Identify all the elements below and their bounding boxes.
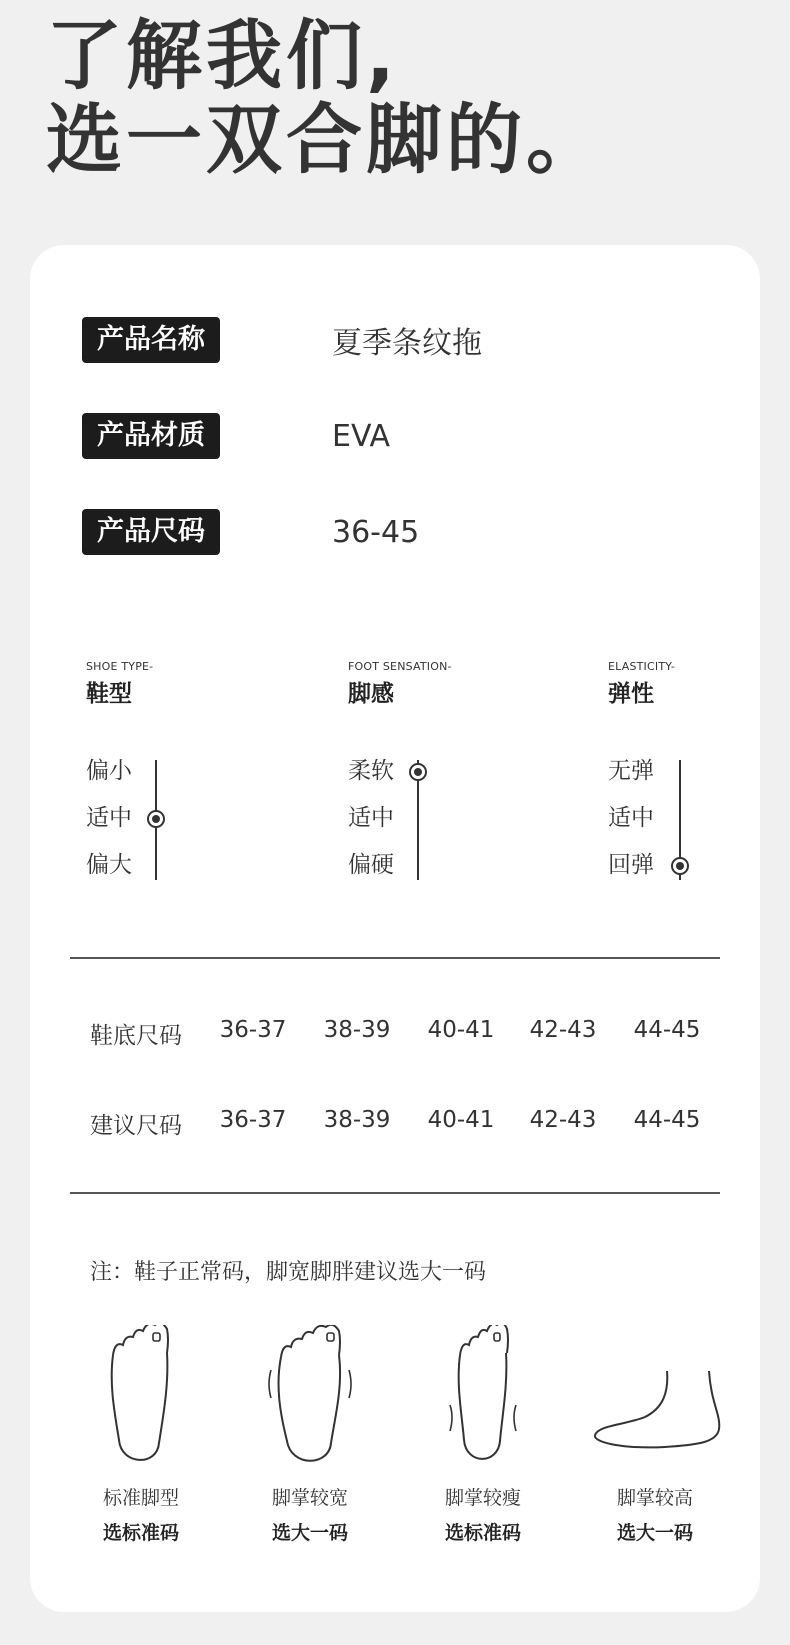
foot-type-advice: 选大一码 [271,1522,348,1544]
foot-type-label: 脚掌较高 [616,1487,693,1509]
scale-selected-marker [671,857,689,875]
divider [70,1192,720,1194]
scale-selected-marker [147,810,165,828]
scale-option: 适中 [348,805,394,831]
scale-option: 偏小 [86,758,132,784]
size-cell: 40-41 [427,1017,495,1043]
scale-option: 无弹 [608,758,654,784]
foot-type-thin [408,1325,558,1545]
foot-type-label: 脚掌较宽 [271,1487,348,1509]
thin-foot-icon [438,1325,528,1475]
spec-value: 夏季条纹拖 [332,326,482,361]
size-cell: 44-45 [633,1107,701,1133]
size-guide-card [30,245,760,1612]
foot-type-advice: 选大一码 [616,1522,693,1544]
size-table-row [30,1107,760,1147]
standard-foot-icon [101,1325,181,1475]
foot-type-advice: 选标准码 [102,1522,179,1544]
size-table-row [30,1017,760,1057]
size-row-label: 建议尺码 [90,1113,182,1139]
elasticity-scale [608,660,790,878]
scale-selected-marker [409,763,427,781]
size-cell: 38-39 [323,1107,391,1133]
spec-label: 产品名称 [82,317,220,363]
size-row-label: 鞋底尺码 [90,1023,182,1049]
spec-row-material [82,413,391,459]
foot-type-label: 脚掌较瘦 [444,1487,521,1509]
foot-type-wide [235,1325,385,1545]
size-cell: 44-45 [633,1017,701,1043]
size-cell: 36-37 [219,1107,287,1133]
spec-value: EVA [332,418,391,454]
scale-option: 偏大 [86,852,132,878]
divider [70,957,720,959]
foot-sensation-scale [348,660,548,878]
high-arch-foot-icon [585,1325,725,1475]
scale-option: 偏硬 [348,852,394,878]
foot-type-label: 标准脚型 [102,1487,179,1509]
scale-option: 回弹 [608,852,654,878]
shoe-type-scale [86,660,286,878]
foot-type-high-arch [580,1325,730,1545]
scale-option: 柔软 [348,758,394,784]
spec-value: 36-45 [332,514,420,550]
spec-row-size [82,509,420,555]
foot-type-advice: 选标准码 [444,1522,521,1544]
size-cell: 40-41 [427,1107,495,1133]
scale-option: 适中 [608,805,654,831]
foot-type-standard [66,1325,216,1545]
spec-row-name [82,317,482,363]
headline [46,11,606,184]
spec-label: 产品材质 [82,413,220,459]
size-cell: 42-43 [529,1107,597,1133]
size-note: 注：鞋子正常码，脚宽脚胖建议选大一码 [90,1260,487,1285]
scale-zh-title: 弹性 [608,681,654,707]
size-cell: 38-39 [323,1017,391,1043]
scale-en-title: FOOT SENSATION- [348,660,452,673]
size-cell: 36-37 [219,1017,287,1043]
scale-zh-title: 脚感 [348,681,394,707]
headline-line2: 选一双合脚的。 [46,95,606,184]
spec-label: 产品尺码 [82,509,220,555]
scale-zh-title: 鞋型 [86,681,132,707]
headline-line1: 了解我们, [46,11,399,100]
scale-en-title: ELASTICITY- [608,660,676,673]
scale-en-title: SHOE TYPE- [86,660,154,673]
size-cell: 42-43 [529,1017,597,1043]
wide-foot-icon [265,1325,355,1475]
scale-option: 适中 [86,805,132,831]
